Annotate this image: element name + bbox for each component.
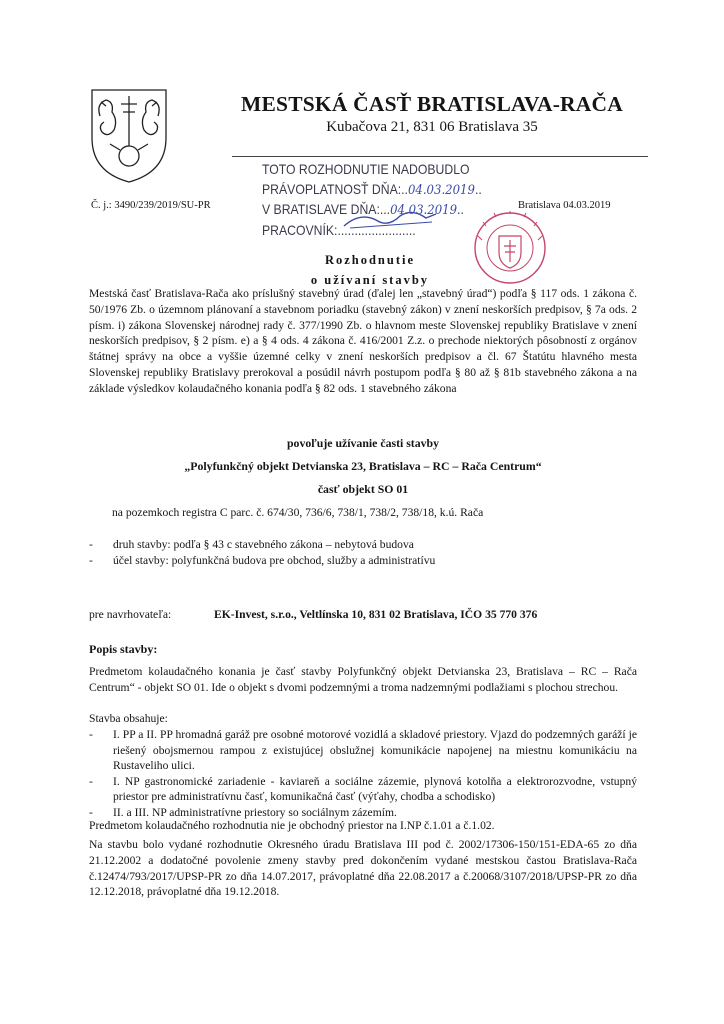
history-paragraph: Na stavbu bolo vydané rozhodnutie Okresného úradu Bratislava III pod č. 2002/17306-150/151-EDA-65 zo dňa 21.12.2002 a dodatočné povolenie zmeny stavby pred dokončením vydané mestskou častou Bratislava-Rača č.12474/793/2017/UPSP-PR zo dňa 14.07.2017, právoplatné dňa 22.08.2017 a č.20068/3107/2018/UPSP-PR zo dňa 12.12.2018, právoplatné dňa 19.12.2018. xyxy=(89,838,637,899)
decision-line-2: „Polyfunkčný objekt Detvianska 23, Bratislava – RC – Rača Centrum“ xyxy=(184,459,542,473)
stamp-effective-label: PRÁVOPLATNOSŤ DŇA: xyxy=(262,181,402,197)
applicant-label: pre navrhovateľa: xyxy=(89,608,172,621)
description-heading: Popis stavby: xyxy=(89,642,158,656)
header-rule xyxy=(232,156,648,157)
stamp-issued-date: 04.03.2019 xyxy=(390,203,458,218)
building-types-list xyxy=(89,537,637,568)
intro-paragraph: Mestská časť Bratislava-Rača ako príslušný stavebný úrad (ďalej len „stavebný úrad“) podľa § 117 ods. 1 zákona č. 50/1976 Zb. o územnom plánovaní a stavebnom poriadku (stavebný zákon) v znení neskorších predpisov, § 7a ods. 2 písm. i) zákona Slovenskej národnej rady č. 377/1990 Zb. o hlavnom meste Slovenskej republiky Bratislave v znení neskorších predpisov, § 2 písm. e) a § 4 ods. 4 zákona č. 416/2001 Z.z. o prechode niektorých pôsobností z orgánov štátnej správy na obce a vyššie územné celky v znení neskorších predpisov a čl. 67 Štatútu hlavného mesta Slovenskej republiky Bratislavy prerokoval a posúdil návrh postupom podľa § 80 až § 81b stavebného zákona a na základe výsledkov kolaudačného konania podľa § 82 ods. 1 stavebného zákona xyxy=(89,287,637,395)
stamp-line-2: PRÁVOPLATNOSŤ DŇA:..04.03.2019.. xyxy=(262,181,482,198)
list-item: - druh stavby: podľa § 43 c stavebného zákona – nebytová budova xyxy=(89,538,414,551)
list-item: - I. PP a II. PP hromadná garáž pre osobné motorové vozidlá a skladové priestory. Vjazd do podzemných garáží je riešený obojsmernou rampou z existujúcej obslužnej komunikácie napojenej na miestnu komunikáciu na Rustaveliho ulici. xyxy=(89,728,637,772)
decision-line-3: časť objekt SO 01 xyxy=(317,482,409,496)
list-item: - účel stavby: polyfunkčná budova pre obchod, služby a administratívu xyxy=(89,553,436,567)
stamp-officer-label: PRACOVNÍK: xyxy=(262,222,338,238)
description-note: Predmetom kolaudačného rozhodnutia nie je obchodný priestor na I.NP č.1.01 a č.1.02. xyxy=(89,819,495,832)
stamp-line-1: TOTO ROZHODNUTIE NADOBUDLO xyxy=(262,162,470,177)
list-item: - I. NP gastronomické zariadenie - kaviareň a sociálne zázemie, plynová kotolňa a elektrorozvodne, vstupný priestor pre administratívnu časť, komunikačná časť (výťahy, chodba a schodisko) xyxy=(89,774,637,803)
organization-name: MESTSKÁ ČASŤ BRATISLAVA-RAČA xyxy=(241,92,623,116)
stamp-effective-date: 04.03.2019 xyxy=(407,182,475,198)
parcels-line: na pozemkoch registra C parc. č. 674/30, 736/6, 738/1, 738/2, 738/18, k.ú. Rača xyxy=(112,506,484,519)
document-title xyxy=(230,250,510,290)
title-line-1: Rozhodnutie xyxy=(324,253,416,267)
case-number: Č. j.: 3490/239/2019/SU-PR xyxy=(91,200,211,211)
description-items-list xyxy=(89,727,637,820)
description-contains: Stavba obsahuje: xyxy=(89,712,168,725)
stamp-line-3: V BRATISLAVE DŇA:...04.03.2019.. xyxy=(262,202,464,218)
organization-address: Kubačova 21, 831 06 Bratislava 35 xyxy=(326,119,538,135)
stamp-line-4: PRACOVNÍK:....................... xyxy=(262,222,416,238)
description-intro: Predmetom kolaudačného konania je časť stavby Polyfunkčný objekt Detvianska 23, Bratislava – RC – Rača Centrum“ - objekt SO 01. Ide o objekt s dvomi podzemnými a troma nadzemnými podlažiami s plochou strechou. xyxy=(89,665,637,694)
title-line-2: o užívaní stavby xyxy=(310,273,430,287)
decision-line-1: povoľuje užívanie časti stavby xyxy=(286,436,439,450)
applicant-value: EK-Invest, s.r.o., Veltlínska 10, 831 02 Bratislava, IČO 35 770 376 xyxy=(214,608,538,621)
place-and-date: Bratislava 04.03.2019 xyxy=(518,200,611,211)
list-item: - II. a III. NP administratívne priestory so sociálnym zázemím. xyxy=(89,805,397,819)
signature-icon xyxy=(340,208,440,230)
stamp-issued-label: V BRATISLAVE DŇA: xyxy=(262,202,380,217)
coat-of-arms-icon xyxy=(88,86,170,184)
